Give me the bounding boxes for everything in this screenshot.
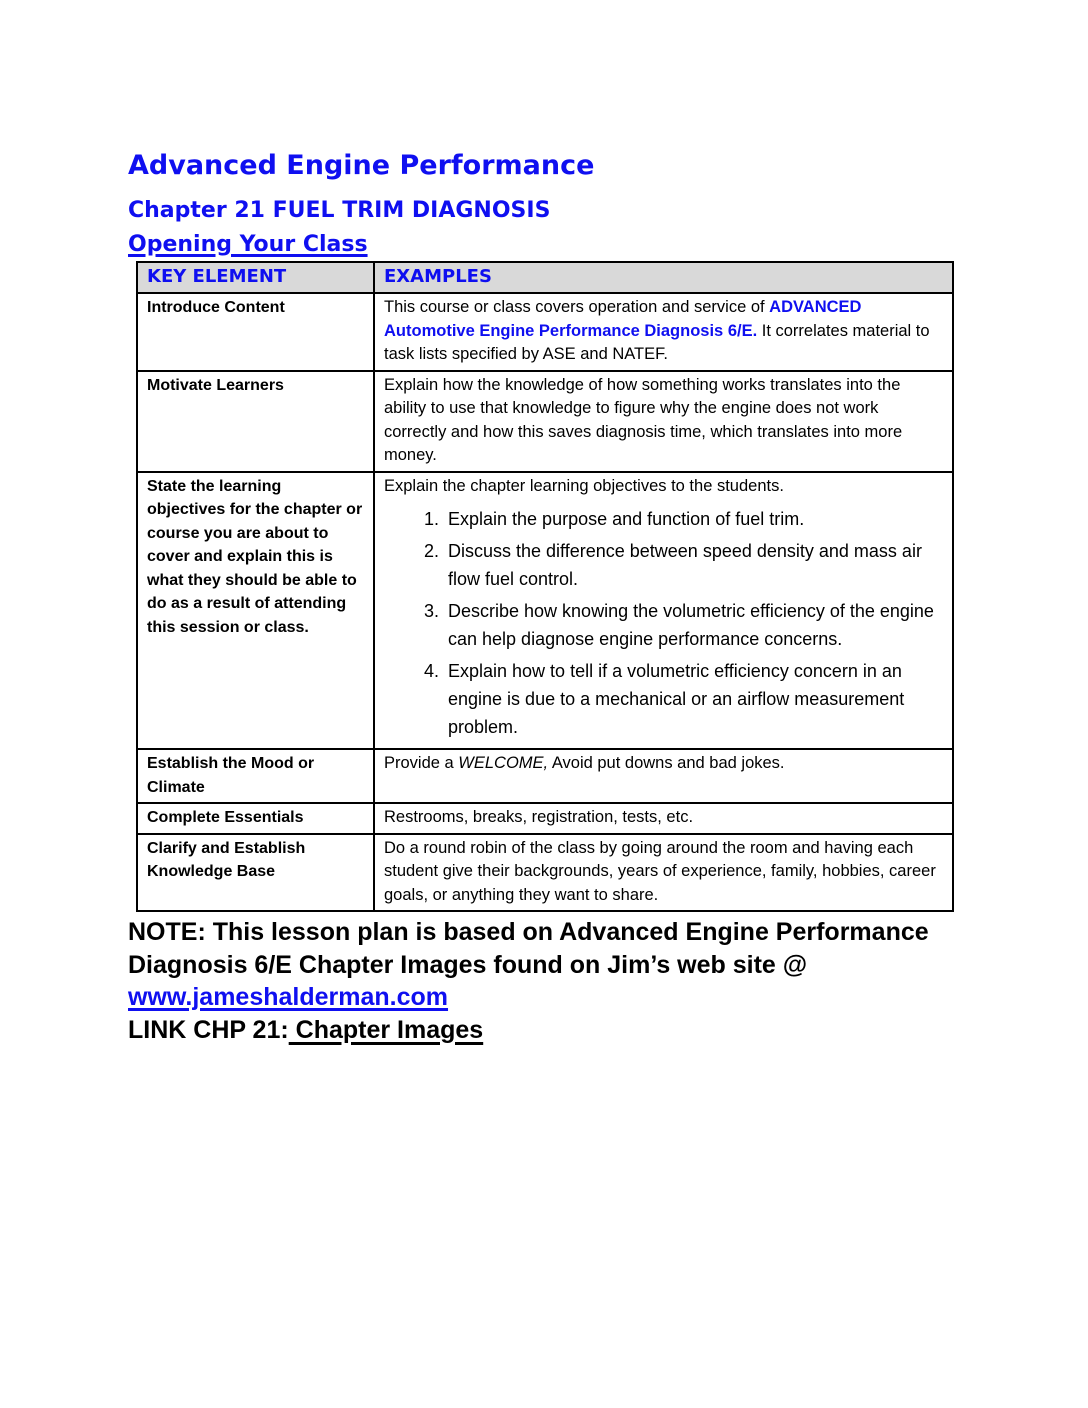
note-paragraph — [128, 916, 940, 1014]
table-row — [137, 293, 953, 371]
chapter-heading: Chapter 21 FUEL TRIM DIAGNOSIS — [128, 198, 551, 223]
example-text: Avoid put downs and bad jokes. — [548, 754, 785, 772]
example-cell: Restrooms, breaks, registration, tests, etc. — [374, 803, 953, 834]
objective-item: 3. Describe how knowing the volumetric efficiency of the engine can help diagnose engine performance concerns. — [444, 597, 942, 653]
objective-item: 2. Discuss the difference between speed density and mass air flow fuel control. — [444, 537, 942, 593]
section-heading: Opening Your Class — [128, 232, 368, 257]
example-cell — [374, 749, 953, 803]
example-text: It correlates material to task lists specified by ASE and NATEF. — [384, 321, 930, 363]
example-text: Provide a — [384, 754, 459, 772]
link-prefix: LINK CHP 21: — [128, 1015, 289, 1044]
key-cell: Clarify and Establish Knowledge Base — [137, 834, 374, 912]
key-cell: Introduce Content — [137, 293, 374, 371]
objective-item: 1. Explain the purpose and function of fuel trim. — [444, 505, 942, 533]
column-header-key-element: KEY ELEMENT — [137, 262, 374, 293]
table-row — [137, 749, 953, 803]
lesson-plan-table — [136, 261, 954, 912]
key-cell: Establish the Mood or Climate — [137, 749, 374, 803]
example-text-highlight: ADVANCED Automotive Engine Performance Diagnosis 6/E. — [384, 298, 862, 340]
objectives-intro: Explain the chapter learning objectives to the students. — [384, 476, 784, 495]
objectives-list — [384, 505, 942, 741]
objective-item: 4. Explain how to tell if a volumetric efficiency concern in an engine is due to a mechanical or an airflow measurement problem. — [444, 657, 942, 741]
table-row — [137, 371, 953, 472]
chapter-images-link[interactable]: Chapter Images — [288, 1015, 484, 1044]
example-cell — [374, 472, 953, 750]
table-header-row — [137, 262, 953, 293]
page-title: Advanced Engine Performance — [128, 150, 595, 181]
column-header-examples: EXAMPLES — [374, 262, 953, 293]
example-text-italic: WELCOME, — [458, 754, 549, 772]
note-text: NOTE: This lesson plan is based on Advanced Engine Performance Diagnosis 6/E Chapter Images found on Jim’s web site @ — [128, 918, 929, 979]
key-cell: Motivate Learners — [137, 371, 374, 472]
table-row — [137, 803, 953, 834]
example-cell: Do a round robin of the class by going around the room and having each student give their backgrounds, years of experience, family, hobbies, career goals, or anything they want to share. — [374, 834, 953, 912]
example-text: This course or class covers operation and service of — [384, 298, 770, 316]
example-cell: Explain how the knowledge of how something works translates into the ability to use that knowledge to figure why the engine does not work correctly and how this saves diagnosis time, which translates into more money. — [374, 371, 953, 472]
example-cell — [374, 293, 953, 371]
table-row — [137, 472, 953, 750]
website-link[interactable]: www.jameshalderman.com — [128, 983, 449, 1011]
key-cell: State the learning objectives for the chapter or course you are about to cover and explain this is what they should be able to do as a result of attending this session or class. — [137, 472, 374, 750]
key-cell: Complete Essentials — [137, 803, 374, 834]
chapter-link-line — [128, 1014, 940, 1047]
table-row — [137, 834, 953, 912]
